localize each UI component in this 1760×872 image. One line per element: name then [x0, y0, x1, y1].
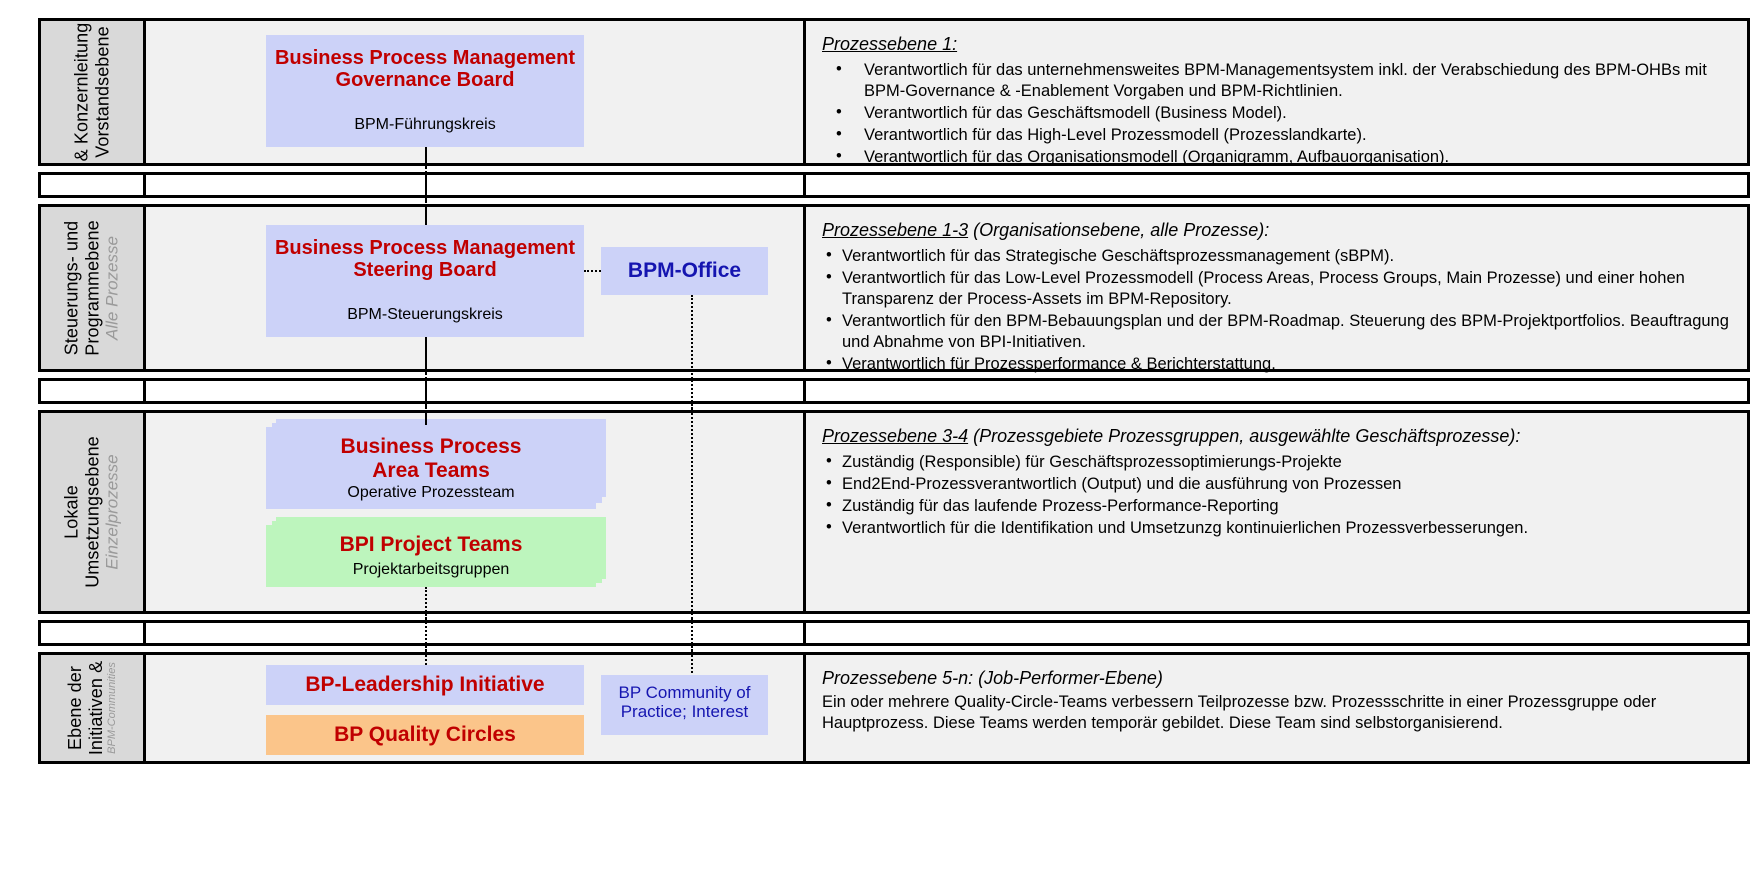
node-title-line2: Governance Board [335, 69, 515, 92]
node-business-process-area-teams[interactable] [266, 427, 596, 509]
node-subtitle: BPM-Steuerungskreis [347, 305, 503, 323]
connector-through-spacer-2 [425, 377, 427, 409]
desc-bullets [822, 246, 1733, 376]
row-diagram-ebene-der-initiativen [146, 655, 806, 761]
node-subtitle: Projektarbeitsgruppen [352, 560, 510, 578]
desc-heading-rest: Prozessebene 5-n: (Job-Performer-Ebene) [822, 668, 1163, 688]
spacer-diagram-cell [146, 381, 806, 401]
node-title-line2: Area Teams [372, 458, 490, 482]
connector-steering-down [425, 337, 427, 375]
row-spacer-1 [38, 172, 1750, 198]
node-bp-quality-circles[interactable] [266, 715, 584, 755]
connector-governance-down [425, 147, 427, 169]
node-title-line1: Business Process Management [274, 47, 576, 69]
desc-heading [822, 425, 1733, 448]
connector-office-into-community [691, 651, 693, 673]
row-diagram-lokale-umsetzungsebene [146, 413, 806, 611]
bullet-item: • Zuständig für das laufende Prozess-Performance-Reporting [822, 496, 1733, 517]
row-ebene-der-initiativen [38, 652, 1750, 764]
row-label-line2: Programmebene [82, 220, 103, 356]
node-title-line2: Steering Board [353, 259, 497, 282]
row-lokale-umsetzungsebene [38, 410, 1750, 614]
row-desc-lokale-umsetzungsebene [806, 413, 1747, 611]
node-title-line1: BP-Leadership Initiative [305, 673, 545, 697]
spacer-diagram-cell [146, 175, 806, 195]
bullet-item: • End2End-Prozessverantwortlich (Output) und die ausführung von Prozessen [822, 474, 1733, 495]
desc-heading [822, 219, 1733, 242]
node-title-line1: Business Process Management [274, 237, 576, 259]
connector-through-spacer-1 [425, 171, 427, 203]
bullet-item: • Verantwortlich für das Strategische Geschäftsprozessmanagement (sBPM). [822, 246, 1733, 267]
spacer-label-cell [41, 623, 146, 643]
row-label-line1: Ebene der [64, 666, 85, 750]
node-title-line1: Business Process [340, 435, 522, 458]
bullet-item: • Verantwortlich für das Organisationsmodell (Organigramm, Aufbauorganisation). [822, 147, 1733, 168]
bullet-item: • Verantwortlich für das High-Level Prozessmodell (Prozesslandkarte). [822, 125, 1733, 146]
row-label-line2: & Konzernleitung [71, 22, 92, 162]
node-bp-leadership-initiative[interactable] [266, 665, 584, 705]
desc-heading [822, 33, 1733, 56]
node-title-line1: BP Community of [618, 683, 751, 702]
row-label-line2: Umsetzungsebene [82, 436, 103, 588]
spacer-desc-cell [806, 175, 1747, 195]
row-label-ebene-der-initiativen [41, 655, 146, 761]
row-spacer-3 [38, 620, 1750, 646]
desc-bullets [822, 452, 1733, 539]
spacer-diagram-cell [146, 623, 806, 643]
bullet-item: • Verantwortlich für das Low-Level Prozessmodell (Process Areas, Process Groups, Main Prozesse) und einer hohen Transparenz der Process-Assets im BPM-Repository. [822, 268, 1733, 310]
row-diagram-vorstandsebene [146, 21, 806, 163]
node-title-line1: BPM-Office [627, 259, 742, 283]
desc-heading-underlined: Prozessebene 3-4 [822, 426, 969, 446]
desc-paragraph: Ein oder mehrere Quality-Circle-Teams verbessern Teilprozesse bzw. Prozessschritte in einer Prozessgruppe oder Hauptprozess. Diese Teams werden temporär gebildet. Diese Team sind selbstorganisierend. [822, 692, 1657, 732]
bullet-item: • Zuständig (Responsible) für Geschäftsprozessoptimierungs-Projekte [822, 452, 1733, 473]
desc-heading-underlined: Prozessebene 1-3 [822, 220, 969, 240]
connector-bpi-down [425, 587, 427, 619]
connector-office-through-spacer-2 [691, 377, 693, 409]
node-subtitle: BPM-Führungskreis [354, 115, 496, 133]
row-label-line1: Lokale [61, 485, 82, 539]
desc-bullets [822, 60, 1733, 169]
row-label-sub: Einzelprozesse [102, 454, 122, 570]
spacer-desc-cell [806, 623, 1747, 643]
bullet-item: • Verantwortlich für den BPM-Bebauungsplan und der BPM-Roadmap. Steuerung des BPM-Projektportfolios. Beauftragung und Abnahme von BPI-Initiativen. [822, 311, 1733, 353]
row-vorstandsebene [38, 18, 1750, 166]
node-subtitle: Operative Prozessteam [347, 484, 515, 502]
node-title-line1: BPI Project Teams [339, 533, 523, 556]
connector-through-spacer-3 [425, 619, 427, 651]
row-steuerungsebene [38, 204, 1750, 372]
row-desc-steuerungsebene [806, 207, 1747, 374]
node-title-line1: BP Quality Circles [334, 723, 516, 747]
row-label-line1: Steuerungs- und [61, 220, 82, 356]
row-spacer-2 [38, 378, 1750, 404]
desc-heading-rest: (Prozessgebiete Prozessgruppen, ausgewählte Geschäftsprozesse): [968, 426, 1521, 446]
node-title-line2: Practice; Interest [620, 702, 749, 722]
row-label-steuerungsebene [41, 207, 146, 369]
connector-into-area-teams [425, 411, 427, 425]
spacer-label-cell [41, 381, 146, 401]
desc-heading-rest: (Organisationsebene, alle Prozesse): [968, 220, 1270, 240]
row-desc-ebene-der-initiativen [806, 655, 1747, 761]
connector-office-through-row3 [691, 409, 693, 619]
spacer-desc-cell [806, 381, 1747, 401]
bullet-item: • Verantwortlich für die Identifikation und Umsetzunzg kontinuierlichen Prozessverbesserungen. [822, 518, 1733, 539]
node-bpm-office[interactable] [601, 247, 768, 295]
row-diagram-steuerungsebene [146, 207, 806, 369]
node-bpm-governance-board[interactable] [266, 35, 584, 147]
desc-heading-underlined: Prozessebene 1: [822, 34, 958, 54]
row-desc-vorstandsebene [806, 21, 1747, 166]
connector-office-through-spacer-3 [691, 619, 693, 651]
row-label-vorstandsebene [41, 21, 146, 163]
node-bp-community-of-practice[interactable] [601, 675, 768, 735]
row-label-sub: BPM-Communities [106, 662, 119, 754]
row-label-line2: Initiativen & [85, 660, 106, 756]
node-bpi-project-teams[interactable] [266, 525, 596, 587]
spacer-label-cell [41, 175, 146, 195]
row-label-sub: Alle Prozesse [102, 236, 122, 340]
bullet-item: • Verantwortlich für Prozessperformance & Berichterstattung. [822, 354, 1733, 375]
row-label-line1: Vorstandsebene [92, 26, 112, 158]
connector-office-down [691, 295, 693, 375]
row-label-lokale-umsetzungsebene [41, 413, 146, 611]
bullet-item: • Verantwortlich für das unternehmensweites BPM-Managementsystem inkl. der Verabschiedung des BPM-OHBs mit BPM-Governance & -Enablement Vorgaben und BPM-Richtlinien. [822, 60, 1733, 102]
node-bpm-steering-board[interactable] [266, 225, 584, 337]
bullet-item: • Verantwortlich für das Geschäftsmodell (Business Model). [822, 103, 1733, 124]
desc-heading [822, 667, 1733, 690]
